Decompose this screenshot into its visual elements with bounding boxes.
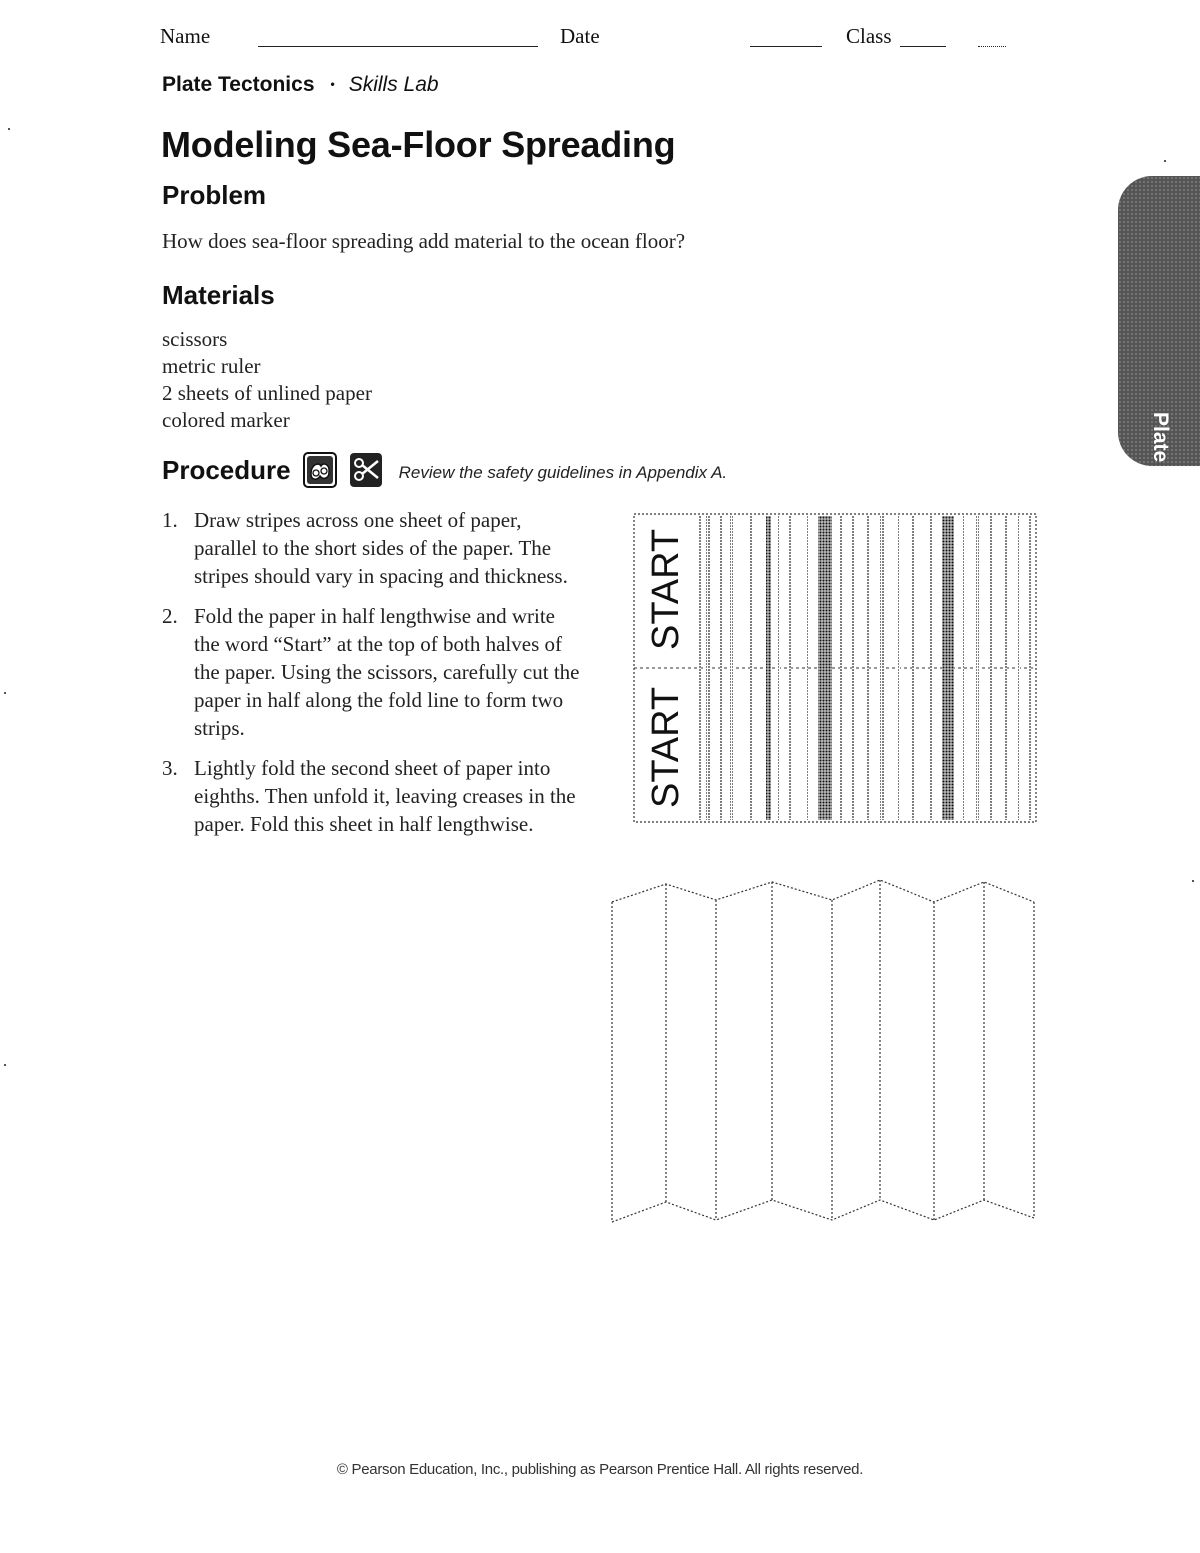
- fold-top-edge: [612, 880, 1034, 902]
- materials-item: metric ruler: [162, 354, 261, 378]
- paper-stripe: [930, 516, 932, 820]
- paper-stripe: [778, 516, 780, 820]
- start-label-top: START: [645, 528, 687, 650]
- step-number: 3.: [162, 756, 178, 780]
- materials-heading: Materials: [162, 280, 275, 310]
- name-blank[interactable]: [258, 46, 538, 47]
- unit-line: [162, 73, 439, 97]
- date-blank[interactable]: [750, 46, 822, 47]
- scan-speck: [4, 1064, 6, 1066]
- paper-stripe: [840, 516, 843, 820]
- scan-speck: [1164, 160, 1166, 162]
- paper-stripe: [750, 516, 752, 820]
- start-label-bottom: START: [645, 686, 687, 808]
- unit-lab-type: Skills Lab: [348, 73, 439, 96]
- materials-item: scissors: [162, 327, 228, 351]
- paper-stripe: [880, 516, 884, 820]
- materials-item: 2 sheets of unlined paper: [162, 381, 372, 405]
- paper-stripe: [962, 516, 964, 820]
- step-text: Lightly fold the second sheet of paper into eighths. Then unfold it, leaving creases in the paper. Fold this sheet in half lengthwise.: [194, 756, 576, 836]
- paper-stripe: [806, 516, 808, 820]
- paper-stripe: [912, 516, 915, 820]
- paper-stripe: [1004, 516, 1007, 820]
- paper-stripe: [730, 516, 733, 820]
- class-blank[interactable]: [900, 46, 946, 47]
- procedure-step: [162, 754, 582, 838]
- paper-stripe: [898, 516, 900, 820]
- class-label: Class: [846, 24, 892, 48]
- paper-stripe: [720, 516, 722, 820]
- problem-text: How does sea-floor spreading add material to the ocean floor?: [162, 229, 686, 253]
- paper-stripe: [990, 516, 992, 820]
- striped-paper-figure: [630, 510, 1040, 826]
- procedure-steps: [162, 506, 582, 850]
- materials-list: [162, 326, 372, 434]
- step-text: Draw stripes across one sheet of paper, parallel to the short sides of the paper. The stripes should vary in spacing and thickness.: [194, 508, 568, 588]
- procedure-step: [162, 602, 582, 742]
- scan-speck: [8, 128, 10, 130]
- date-label: Date: [560, 24, 600, 48]
- paper-stripe: [766, 516, 771, 820]
- problem-heading: Problem: [162, 180, 267, 210]
- safety-note: Review the safety guidelines in Appendix A.: [398, 463, 728, 482]
- step-text: Fold the paper in half lengthwise and write the word “Start” at the top of both halves of the paper. Using the scissors, carefully cut the paper in half along the fold line to form two strips.: [194, 604, 580, 740]
- scan-speck: [4, 692, 6, 694]
- paper-stripe: [698, 516, 701, 820]
- paper-stripe: [852, 516, 854, 820]
- procedure-step: [162, 506, 582, 590]
- class-blank-extra: [978, 46, 1006, 47]
- procedure-heading: Procedure: [162, 454, 291, 485]
- paper-stripe: [976, 516, 979, 820]
- side-tab: [1118, 176, 1200, 565]
- step-number: 1.: [162, 508, 178, 532]
- paper-stripe: [942, 516, 954, 820]
- paper-stripe: [866, 516, 869, 820]
- goggles-icon: [303, 452, 337, 488]
- name-label: Name: [160, 24, 211, 48]
- paper-stripe: [706, 516, 710, 820]
- folded-paper-figure: [606, 872, 1042, 1228]
- procedure-header: [162, 452, 727, 488]
- side-tab-label: Plate Tectonics: [1149, 412, 1172, 565]
- paper-stripe: [1028, 516, 1031, 820]
- scissors-icon: [349, 452, 383, 488]
- page-title: Modeling Sea-Floor Spreading: [161, 124, 676, 165]
- fold-bottom-edge: [612, 1200, 1034, 1222]
- step-number: 2.: [162, 604, 178, 628]
- unit-separator: •: [330, 77, 335, 91]
- unit-chapter: Plate Tectonics: [162, 73, 315, 96]
- paper-stripe: [1018, 516, 1020, 820]
- paper-stripe: [818, 516, 832, 820]
- materials-item: colored marker: [162, 408, 290, 432]
- scan-speck: [1192, 880, 1194, 882]
- copyright-footer: © Pearson Education, Inc., publishing as Pearson Prentice Hall. All rights reserved.: [336, 1461, 864, 1478]
- paper-stripe: [788, 516, 791, 820]
